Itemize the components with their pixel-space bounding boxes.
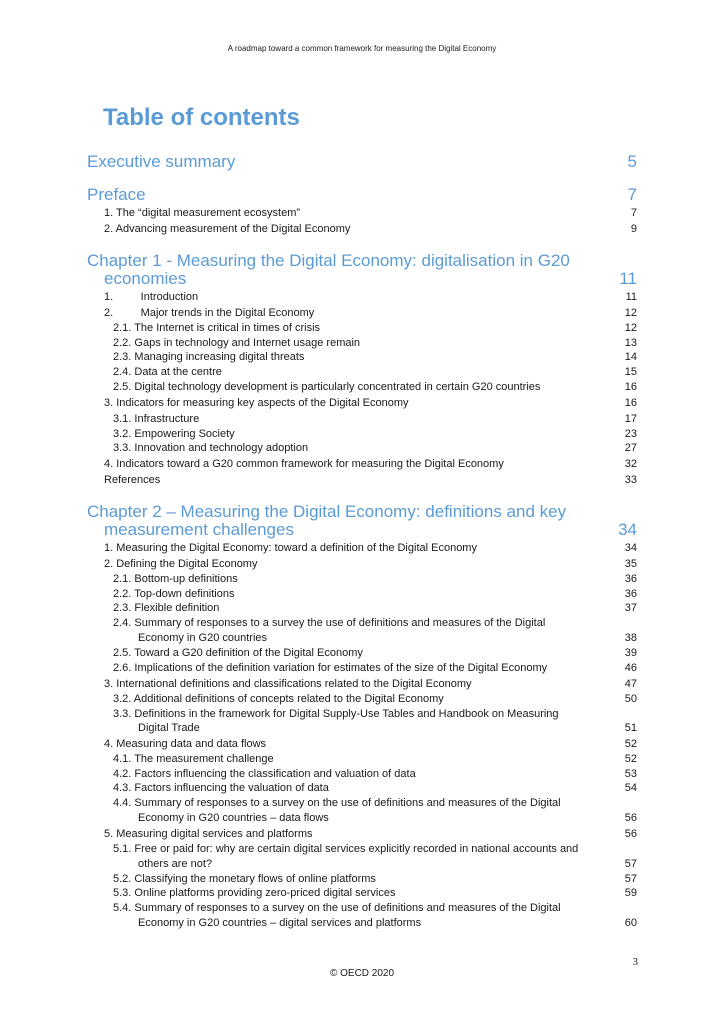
toc-page-number: 38	[624, 632, 637, 644]
toc-entry-label: 2. Advancing measurement of the Digital Economy	[104, 223, 351, 235]
toc-entry-label: 5.3. Online platforms providing zero-priced digital services	[113, 887, 396, 899]
toc-entry[interactable]	[113, 693, 637, 705]
toc-page-number: 36	[624, 573, 637, 585]
toc-chapter-label: Chapter 1 - Measuring the Digital Economy: digitalisation in G20	[87, 251, 570, 270]
toc-entry-label: 3.2. Additional definitions of concepts related to the Digital Economy	[113, 693, 444, 705]
toc-page-number: 35	[624, 558, 637, 570]
toc-page-number: 32	[624, 458, 637, 470]
toc-page-number: 60	[624, 917, 637, 929]
toc-entry[interactable]	[113, 843, 637, 855]
toc-entry-label: 2.3. Flexible definition	[113, 602, 220, 614]
toc-entry-label: 2.1. Bottom-up definitions	[113, 573, 238, 585]
toc-page-number: 5	[627, 152, 637, 171]
toc-entry-label: 4.2. Factors influencing the classification and valuation of data	[113, 768, 416, 780]
toc-entry-continued[interactable]	[138, 858, 637, 870]
toc-entry[interactable]	[113, 381, 637, 393]
toc-chapter-label: economies	[104, 269, 187, 288]
toc-entry[interactable]	[113, 782, 637, 794]
toc-page-number: 37	[624, 602, 637, 614]
toc-page-number: 11	[619, 269, 637, 288]
toc-page-number: 11	[625, 291, 637, 303]
toc-page-number: 7	[627, 185, 637, 204]
toc-entry-label: 2.6. Implications of the definition variation for estimates of the size of the Digital Economy	[113, 662, 548, 674]
toc-entry-continued[interactable]	[138, 917, 637, 929]
toc-entry-label: References	[104, 474, 161, 486]
toc-entry-label: 2.2. Top-down definitions	[113, 588, 235, 600]
running-header: A roadmap toward a common framework for measuring the Digital Economy	[227, 44, 497, 53]
toc-page-number: 15	[624, 366, 637, 378]
toc-entry-label: 4.1. The measurement challenge	[113, 753, 274, 765]
toc-page-number: 12	[624, 307, 637, 319]
page-number: 3	[632, 956, 638, 968]
toc-entry[interactable]	[113, 617, 637, 629]
toc-page-number: 17	[624, 413, 637, 425]
toc-entry[interactable]	[104, 828, 637, 840]
toc-entry[interactable]	[113, 873, 637, 885]
toc-page-number: 56	[624, 828, 637, 840]
toc-chapter-preface[interactable]	[87, 185, 637, 205]
toc-entry[interactable]	[113, 708, 637, 720]
toc-entry[interactable]	[104, 678, 637, 690]
toc-entry-label: 1. Measuring the Digital Economy: toward a definition of the Digital Economy	[104, 542, 477, 554]
toc-entry[interactable]	[104, 458, 637, 470]
toc-entry-label: 5.2. Classifying the monetary flows of online platforms	[113, 873, 376, 885]
toc-entry[interactable]	[104, 738, 637, 750]
toc-chapter-1[interactable]	[87, 251, 637, 271]
toc-entry-label: 4. Measuring data and data flows	[104, 738, 267, 750]
toc-entry-label: 2.5. Digital technology development is particularly concentrated in certain G20 countries	[113, 381, 541, 393]
toc-entry[interactable]	[113, 322, 637, 334]
toc-entry[interactable]	[104, 558, 637, 570]
toc-entry[interactable]	[113, 366, 637, 378]
toc-page-number: 33	[624, 474, 637, 486]
toc-entry-label: Digital Trade	[138, 722, 200, 734]
toc-entry[interactable]	[113, 573, 637, 585]
toc-entry-label: 3. International definitions and classifications related to the Digital Economy	[104, 678, 472, 690]
toc-page-number: 16	[624, 381, 637, 393]
toc-entry[interactable]	[113, 428, 637, 440]
toc-page-number: 14	[624, 351, 637, 363]
toc-page-number: 16	[624, 397, 637, 409]
toc-entry[interactable]	[104, 474, 637, 486]
toc-entry-label: 4.4. Summary of responses to a survey on the use of definitions and measures of the Digital	[113, 797, 561, 809]
toc-entry-label: 2.2. Gaps in technology and Internet usage remain	[113, 337, 361, 349]
toc-entry[interactable]	[104, 307, 637, 319]
toc-page-number: 23	[624, 428, 637, 440]
toc-entry[interactable]	[104, 207, 637, 219]
toc-entry-label: others are not?	[138, 858, 212, 870]
toc-entry[interactable]	[113, 442, 637, 454]
toc-entry-label: 3. Indicators for measuring key aspects of the Digital Economy	[104, 397, 409, 409]
toc-entry-label: 2. Major trends in the Digital Economy	[104, 307, 315, 319]
toc-entry[interactable]	[113, 887, 637, 899]
toc-entry[interactable]	[113, 662, 637, 674]
toc-entry[interactable]	[113, 413, 637, 425]
toc-page-number: 50	[624, 693, 637, 705]
toc-entry[interactable]	[113, 351, 637, 363]
toc-entry-label: 1. The “digital measurement ecosystem”	[104, 207, 301, 219]
toc-page-number: 34	[624, 542, 637, 554]
toc-entry-label: 2. Defining the Digital Economy	[104, 558, 258, 570]
toc-page-number: 56	[624, 812, 637, 824]
toc-page-number: 39	[624, 647, 637, 659]
toc-entry-label: 3.3. Definitions in the framework for Digital Supply-Use Tables and Handbook on Measuring	[113, 708, 559, 720]
toc-page-number: 53	[624, 768, 637, 780]
toc-chapter-label: measurement challenges	[104, 520, 294, 539]
toc-entry-label: 5.4. Summary of responses to a survey on the use of definitions and measures of the Digital	[113, 902, 561, 914]
toc-entry-continued[interactable]	[138, 632, 637, 644]
toc-entry-continued[interactable]	[138, 812, 637, 824]
toc-page-number: 12	[624, 322, 637, 334]
toc-chapter-label: Executive summary	[87, 152, 236, 171]
toc-page-number: 36	[624, 588, 637, 600]
toc-entry-label: 4. Indicators toward a G20 common framework for measuring the Digital Economy	[104, 458, 504, 470]
toc-chapter-label: Preface	[87, 185, 146, 204]
toc-page-number: 47	[624, 678, 637, 690]
toc-page-number: 27	[624, 442, 637, 454]
toc-entry-label: 2.5. Toward a G20 definition of the Digital Economy	[113, 647, 363, 659]
toc-page-number: 7	[630, 207, 637, 219]
toc-entry-label: 1. Introduction	[104, 291, 199, 303]
toc-page-number: 59	[624, 887, 637, 899]
toc-chapter-executive-summary[interactable]	[87, 152, 637, 172]
toc-chapter-1-continued[interactable]	[104, 269, 637, 289]
toc-entry[interactable]	[113, 768, 637, 780]
toc-entry-label: 5. Measuring digital services and platforms	[104, 828, 313, 840]
toc-entry[interactable]	[113, 797, 637, 809]
toc-entry[interactable]	[104, 291, 637, 303]
toc-entry[interactable]	[104, 542, 637, 554]
toc-entry-label: 3.3. Innovation and technology adoption	[113, 442, 309, 454]
toc-page-number: 46	[624, 662, 637, 674]
toc-entry-label: 5.1. Free or paid for: why are certain digital services explicitly recorded in national accounts and	[113, 843, 579, 855]
toc-chapter-2[interactable]	[87, 502, 637, 522]
toc-page-number: 52	[624, 738, 637, 750]
toc-entry[interactable]	[113, 602, 637, 614]
toc-entry-label: 3.1. Infrastructure	[113, 413, 200, 425]
toc-entry[interactable]	[104, 397, 637, 409]
toc-entry[interactable]	[104, 223, 637, 235]
toc-entry[interactable]	[113, 337, 637, 349]
toc-entry[interactable]	[113, 647, 637, 659]
toc-entry-label: Economy in G20 countries – digital services and platforms	[138, 917, 422, 929]
toc-entry[interactable]	[113, 588, 637, 600]
toc-entry-label: 2.1. The Internet is critical in times of crisis	[113, 322, 321, 334]
footer-copyright: © OECD 2020	[329, 968, 395, 979]
toc-page-number: 57	[624, 858, 637, 870]
toc-entry-label: Economy in G20 countries – data flows	[138, 812, 329, 824]
toc-entry-label: 3.2. Empowering Society	[113, 428, 235, 440]
toc-page-number: 13	[624, 337, 637, 349]
toc-entry-label: 4.3. Factors influencing the valuation of data	[113, 782, 329, 794]
toc-page-number: 54	[624, 782, 637, 794]
toc-entry[interactable]	[113, 902, 637, 914]
toc-page-number: 34	[618, 520, 637, 539]
toc-entry[interactable]	[113, 753, 637, 765]
toc-chapter-2-continued[interactable]	[104, 520, 637, 540]
toc-entry-continued[interactable]	[138, 722, 637, 734]
toc-entry-label: 2.3. Managing increasing digital threats	[113, 351, 305, 363]
toc-chapter-label: Chapter 2 – Measuring the Digital Economy: definitions and key	[87, 502, 567, 521]
page-title: Table of contents	[103, 104, 300, 131]
toc-page-number: 9	[630, 223, 637, 235]
toc-page-number: 51	[624, 722, 637, 734]
toc-page-number: 57	[624, 873, 637, 885]
toc-entry-label: 2.4. Data at the centre	[113, 366, 222, 378]
toc-page-number: 52	[624, 753, 637, 765]
toc-entry-label: Economy in G20 countries	[138, 632, 268, 644]
toc-entry-label: 2.4. Summary of responses to a survey the use of definitions and measures of the Digital	[113, 617, 546, 629]
